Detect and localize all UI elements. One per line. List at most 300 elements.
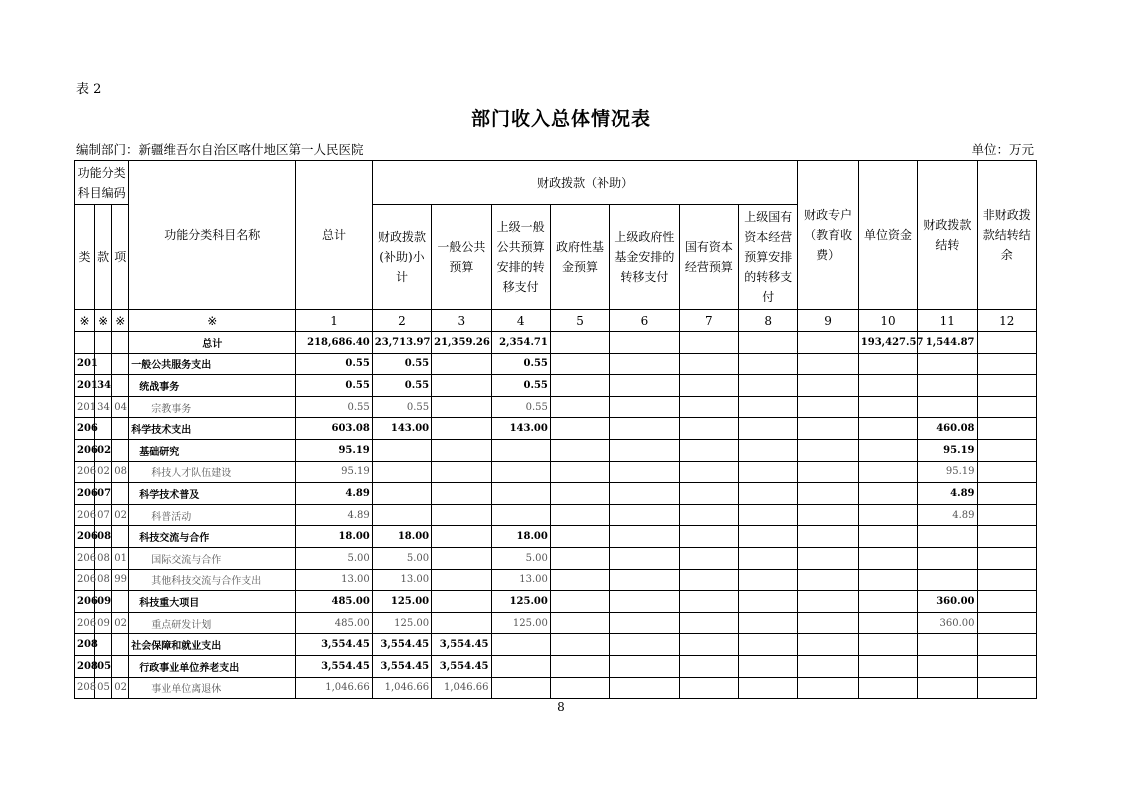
amount-cell bbox=[432, 504, 491, 526]
amount-cell bbox=[739, 332, 798, 354]
amount-cell bbox=[977, 634, 1037, 656]
amount-cell bbox=[858, 655, 917, 677]
amount-cell bbox=[550, 353, 609, 375]
subject-name-cell: 国际交流与合作 bbox=[129, 547, 296, 569]
column-index-cell: ※ bbox=[112, 310, 129, 332]
amount-cell: 143.00 bbox=[491, 418, 550, 440]
column-index-cell: 12 bbox=[977, 310, 1037, 332]
amount-cell bbox=[432, 439, 491, 461]
amount-cell: 4.89 bbox=[296, 483, 372, 505]
amount-cell bbox=[739, 634, 798, 656]
code-xiang-cell bbox=[112, 526, 129, 548]
code-kuan-cell: 08 bbox=[95, 569, 112, 591]
code-kuan-cell: 05 bbox=[95, 655, 112, 677]
amount-cell bbox=[679, 439, 738, 461]
amount-cell: 193,427.57 bbox=[858, 332, 917, 354]
amount-cell bbox=[432, 418, 491, 440]
table-row bbox=[75, 547, 1037, 569]
amount-cell bbox=[610, 375, 679, 397]
code-lei-cell: 201 bbox=[75, 353, 95, 375]
amount-cell bbox=[550, 418, 609, 440]
header-func-code: 功能分类科目编码 bbox=[75, 161, 129, 205]
header-fiscal-group: 财政拨款（补助） bbox=[372, 161, 798, 205]
amount-cell bbox=[858, 504, 917, 526]
amount-cell bbox=[610, 634, 679, 656]
amount-cell bbox=[739, 547, 798, 569]
amount-cell bbox=[798, 332, 858, 354]
amount-cell: 0.55 bbox=[296, 353, 372, 375]
amount-cell: 18.00 bbox=[296, 526, 372, 548]
amount-cell bbox=[858, 461, 917, 483]
subject-name-cell: 社会保障和就业支出 bbox=[129, 634, 296, 656]
amount-cell bbox=[977, 375, 1037, 397]
amount-cell bbox=[858, 483, 917, 505]
header-xiang: 项 bbox=[112, 205, 129, 310]
column-index-cell: 11 bbox=[918, 310, 977, 332]
amount-cell bbox=[432, 547, 491, 569]
subject-name-cell: 科技人才队伍建设 bbox=[129, 461, 296, 483]
amount-cell bbox=[977, 439, 1037, 461]
amount-cell bbox=[798, 353, 858, 375]
amount-cell: 3,554.45 bbox=[372, 634, 431, 656]
amount-cell bbox=[977, 396, 1037, 418]
amount-cell bbox=[798, 591, 858, 613]
code-kuan-cell: 34 bbox=[95, 375, 112, 397]
column-index-cell: ※ bbox=[95, 310, 112, 332]
subject-name-cell: 科学技术支出 bbox=[129, 418, 296, 440]
code-kuan-cell: 05 bbox=[95, 677, 112, 699]
amount-cell bbox=[610, 504, 679, 526]
amount-cell bbox=[798, 547, 858, 569]
code-lei-cell: 201 bbox=[75, 396, 95, 418]
table-row bbox=[75, 353, 1037, 375]
amount-cell: 13.00 bbox=[491, 569, 550, 591]
amount-cell bbox=[739, 418, 798, 440]
amount-cell bbox=[679, 547, 738, 569]
amount-cell: 125.00 bbox=[372, 612, 431, 634]
table-row bbox=[75, 526, 1037, 548]
subject-name-cell: 科技重大项目 bbox=[129, 591, 296, 613]
amount-cell bbox=[739, 461, 798, 483]
amount-cell bbox=[679, 634, 738, 656]
table-row bbox=[75, 504, 1037, 526]
amount-cell bbox=[977, 526, 1037, 548]
amount-cell bbox=[550, 547, 609, 569]
amount-cell: 18.00 bbox=[372, 526, 431, 548]
amount-cell bbox=[918, 569, 977, 591]
amount-cell bbox=[610, 591, 679, 613]
header-kuan: 款 bbox=[95, 205, 112, 310]
amount-cell bbox=[739, 677, 798, 699]
amount-cell bbox=[798, 461, 858, 483]
subject-name-cell: 宗教事务 bbox=[129, 396, 296, 418]
code-xiang-cell: 01 bbox=[112, 547, 129, 569]
amount-cell bbox=[858, 677, 917, 699]
amount-cell bbox=[798, 655, 858, 677]
amount-cell bbox=[679, 353, 738, 375]
code-kuan-cell: 08 bbox=[95, 547, 112, 569]
amount-cell bbox=[858, 375, 917, 397]
amount-cell bbox=[918, 375, 977, 397]
code-xiang-cell bbox=[112, 418, 129, 440]
column-index-cell: 5 bbox=[550, 310, 609, 332]
table-row bbox=[75, 418, 1037, 440]
code-lei-cell: 206 bbox=[75, 547, 95, 569]
column-index-cell: 7 bbox=[679, 310, 738, 332]
amount-cell bbox=[739, 612, 798, 634]
header-lei: 类 bbox=[75, 205, 95, 310]
amount-cell bbox=[550, 526, 609, 548]
amount-cell: 0.55 bbox=[372, 375, 431, 397]
amount-cell bbox=[550, 332, 609, 354]
amount-cell bbox=[918, 677, 977, 699]
header-upper-transfer: 上级一般公共预算安排的转移支付 bbox=[491, 205, 550, 310]
amount-cell bbox=[918, 526, 977, 548]
amount-cell: 460.08 bbox=[918, 418, 977, 440]
amount-cell bbox=[798, 418, 858, 440]
code-xiang-cell: 08 bbox=[112, 461, 129, 483]
amount-cell: 21,359.26 bbox=[432, 332, 491, 354]
amount-cell: 5.00 bbox=[372, 547, 431, 569]
header-general-budget: 一般公共预算 bbox=[432, 205, 491, 310]
unit-label: 单位：万元 bbox=[971, 142, 1034, 157]
table-number-label: 表 2 bbox=[76, 82, 102, 97]
amount-cell bbox=[739, 655, 798, 677]
amount-cell: 13.00 bbox=[372, 569, 431, 591]
amount-cell: 485.00 bbox=[296, 612, 372, 634]
amount-cell: 1,544.87 bbox=[918, 332, 977, 354]
income-summary-table bbox=[74, 160, 1037, 699]
amount-cell bbox=[610, 396, 679, 418]
amount-cell bbox=[858, 439, 917, 461]
amount-cell: 4.89 bbox=[296, 504, 372, 526]
amount-cell: 95.19 bbox=[296, 439, 372, 461]
code-lei-cell: 206 bbox=[75, 526, 95, 548]
amount-cell bbox=[491, 634, 550, 656]
amount-cell: 0.55 bbox=[296, 375, 372, 397]
column-index-cell: ※ bbox=[129, 310, 296, 332]
amount-cell bbox=[550, 504, 609, 526]
amount-cell bbox=[977, 569, 1037, 591]
amount-cell: 360.00 bbox=[918, 591, 977, 613]
code-xiang-cell bbox=[112, 483, 129, 505]
amount-cell bbox=[739, 483, 798, 505]
amount-cell bbox=[610, 418, 679, 440]
amount-cell bbox=[679, 396, 738, 418]
header-total: 总计 bbox=[296, 161, 372, 310]
amount-cell bbox=[679, 461, 738, 483]
amount-cell bbox=[550, 677, 609, 699]
code-xiang-cell bbox=[112, 655, 129, 677]
amount-cell: 95.19 bbox=[296, 461, 372, 483]
amount-cell: 125.00 bbox=[372, 591, 431, 613]
amount-cell bbox=[550, 483, 609, 505]
amount-cell bbox=[610, 612, 679, 634]
amount-cell bbox=[679, 591, 738, 613]
amount-cell bbox=[739, 375, 798, 397]
code-lei-cell: 208 bbox=[75, 634, 95, 656]
header-gov-fund: 政府性基金预算 bbox=[550, 205, 609, 310]
compiling-department: 编制部门：新疆维吾尔自治区喀什地区第一人民医院 bbox=[76, 142, 364, 157]
amount-cell bbox=[491, 483, 550, 505]
amount-cell: 0.55 bbox=[491, 353, 550, 375]
amount-cell bbox=[610, 439, 679, 461]
amount-cell bbox=[858, 591, 917, 613]
table-row bbox=[75, 634, 1037, 656]
amount-cell bbox=[739, 353, 798, 375]
subject-name-cell: 统战事务 bbox=[129, 375, 296, 397]
amount-cell bbox=[798, 612, 858, 634]
code-xiang-cell bbox=[112, 375, 129, 397]
subject-name-cell: 科学技术普及 bbox=[129, 483, 296, 505]
header-fiscal-subtotal: 财政拨款(补助)小计 bbox=[372, 205, 431, 310]
amount-cell bbox=[918, 396, 977, 418]
subject-name-cell: 事业单位离退休 bbox=[129, 677, 296, 699]
amount-cell: 0.55 bbox=[372, 353, 431, 375]
header-fiscal-special: 财政专户（教育收费） bbox=[798, 161, 858, 310]
code-kuan-cell: 02 bbox=[95, 439, 112, 461]
amount-cell bbox=[550, 396, 609, 418]
amount-cell: 0.55 bbox=[491, 375, 550, 397]
table-row bbox=[75, 375, 1037, 397]
code-xiang-cell: 02 bbox=[112, 677, 129, 699]
amount-cell: 23,713.97 bbox=[372, 332, 431, 354]
amount-cell bbox=[491, 504, 550, 526]
header-fiscal-carryover: 财政拨款结转 bbox=[918, 161, 977, 310]
amount-cell bbox=[610, 655, 679, 677]
amount-cell bbox=[977, 504, 1037, 526]
amount-cell bbox=[918, 353, 977, 375]
code-kuan-cell: 08 bbox=[95, 526, 112, 548]
code-xiang-cell bbox=[112, 439, 129, 461]
table-body bbox=[75, 332, 1037, 699]
code-xiang-cell: 02 bbox=[112, 612, 129, 634]
amount-cell: 3,554.45 bbox=[296, 634, 372, 656]
code-xiang-cell bbox=[112, 634, 129, 656]
code-lei-cell: 208 bbox=[75, 655, 95, 677]
amount-cell bbox=[432, 483, 491, 505]
amount-cell: 18.00 bbox=[491, 526, 550, 548]
amount-cell: 2,354.71 bbox=[491, 332, 550, 354]
amount-cell bbox=[918, 655, 977, 677]
code-lei-cell bbox=[75, 332, 95, 354]
amount-cell: 125.00 bbox=[491, 612, 550, 634]
amount-cell bbox=[372, 504, 431, 526]
amount-cell bbox=[798, 677, 858, 699]
table-row bbox=[75, 439, 1037, 461]
amount-cell bbox=[550, 569, 609, 591]
amount-cell bbox=[798, 375, 858, 397]
amount-cell bbox=[977, 591, 1037, 613]
code-kuan-cell: 09 bbox=[95, 591, 112, 613]
amount-cell: 1,046.66 bbox=[296, 677, 372, 699]
column-index-cell: 9 bbox=[798, 310, 858, 332]
amount-cell: 1,046.66 bbox=[372, 677, 431, 699]
amount-cell: 5.00 bbox=[491, 547, 550, 569]
amount-cell bbox=[798, 396, 858, 418]
header-nonfiscal-carryover: 非财政拨款结转结余 bbox=[977, 161, 1037, 310]
amount-cell bbox=[739, 569, 798, 591]
amount-cell: 0.55 bbox=[372, 396, 431, 418]
amount-cell: 360.00 bbox=[918, 612, 977, 634]
subject-name-cell: 其他科技交流与合作支出 bbox=[129, 569, 296, 591]
code-lei-cell: 206 bbox=[75, 461, 95, 483]
amount-cell: 4.89 bbox=[918, 504, 977, 526]
code-kuan-cell: 09 bbox=[95, 612, 112, 634]
amount-cell: 95.19 bbox=[918, 439, 977, 461]
amount-cell bbox=[610, 547, 679, 569]
amount-cell bbox=[739, 504, 798, 526]
header-func-name: 功能分类科目名称 bbox=[129, 161, 296, 310]
amount-cell bbox=[858, 612, 917, 634]
subject-name-cell: 一般公共服务支出 bbox=[129, 353, 296, 375]
amount-cell: 125.00 bbox=[491, 591, 550, 613]
amount-cell bbox=[858, 396, 917, 418]
amount-cell bbox=[977, 677, 1037, 699]
amount-cell bbox=[977, 483, 1037, 505]
code-lei-cell: 206 bbox=[75, 483, 95, 505]
amount-cell: 95.19 bbox=[918, 461, 977, 483]
amount-cell bbox=[977, 461, 1037, 483]
column-index-row bbox=[75, 310, 1037, 332]
subject-name-cell: 重点研发计划 bbox=[129, 612, 296, 634]
amount-cell: 1,046.66 bbox=[432, 677, 491, 699]
code-lei-cell: 206 bbox=[75, 418, 95, 440]
table-row bbox=[75, 655, 1037, 677]
column-index-cell: 8 bbox=[739, 310, 798, 332]
amount-cell bbox=[679, 504, 738, 526]
code-lei-cell: 206 bbox=[75, 439, 95, 461]
amount-cell: 143.00 bbox=[372, 418, 431, 440]
subject-name-cell: 科普活动 bbox=[129, 504, 296, 526]
code-lei-cell: 201 bbox=[75, 375, 95, 397]
column-index-cell: 3 bbox=[432, 310, 491, 332]
amount-cell bbox=[918, 547, 977, 569]
amount-cell bbox=[432, 396, 491, 418]
amount-cell bbox=[550, 634, 609, 656]
amount-cell bbox=[610, 353, 679, 375]
header-unit-funds: 单位资金 bbox=[858, 161, 917, 310]
amount-cell bbox=[858, 569, 917, 591]
amount-cell bbox=[491, 655, 550, 677]
amount-cell: 5.00 bbox=[296, 547, 372, 569]
amount-cell bbox=[550, 439, 609, 461]
amount-cell bbox=[550, 375, 609, 397]
header-upper-state-capital: 上级国有资本经营预算安排的转移支付 bbox=[739, 205, 798, 310]
header-state-capital: 国有资本经营预算 bbox=[679, 205, 738, 310]
code-xiang-cell bbox=[112, 591, 129, 613]
amount-cell bbox=[977, 612, 1037, 634]
page-number: 8 bbox=[557, 700, 565, 714]
amount-cell bbox=[858, 634, 917, 656]
code-xiang-cell bbox=[112, 332, 129, 354]
code-kuan-cell: 34 bbox=[95, 396, 112, 418]
amount-cell bbox=[679, 375, 738, 397]
amount-cell bbox=[679, 569, 738, 591]
table-row bbox=[75, 569, 1037, 591]
amount-cell bbox=[679, 483, 738, 505]
amount-cell bbox=[679, 526, 738, 548]
subject-name-cell: 基础研究 bbox=[129, 439, 296, 461]
amount-cell bbox=[610, 526, 679, 548]
amount-cell bbox=[432, 569, 491, 591]
code-kuan-cell: 07 bbox=[95, 483, 112, 505]
code-kuan-cell bbox=[95, 332, 112, 354]
column-index-cell: ※ bbox=[75, 310, 95, 332]
table-row bbox=[75, 396, 1037, 418]
amount-cell bbox=[679, 677, 738, 699]
amount-cell bbox=[372, 483, 431, 505]
column-index-cell: 10 bbox=[858, 310, 917, 332]
table-row bbox=[75, 677, 1037, 699]
code-xiang-cell: 04 bbox=[112, 396, 129, 418]
code-lei-cell: 206 bbox=[75, 569, 95, 591]
amount-cell bbox=[550, 461, 609, 483]
subject-name-cell: 科技交流与合作 bbox=[129, 526, 296, 548]
amount-cell bbox=[550, 591, 609, 613]
amount-cell bbox=[858, 353, 917, 375]
column-index-cell: 2 bbox=[372, 310, 431, 332]
amount-cell: 4.89 bbox=[918, 483, 977, 505]
amount-cell bbox=[798, 504, 858, 526]
amount-cell bbox=[610, 461, 679, 483]
amount-cell bbox=[739, 591, 798, 613]
amount-cell: 0.55 bbox=[491, 396, 550, 418]
amount-cell bbox=[679, 418, 738, 440]
amount-cell bbox=[491, 677, 550, 699]
amount-cell bbox=[610, 677, 679, 699]
amount-cell bbox=[977, 655, 1037, 677]
amount-cell: 3,554.45 bbox=[372, 655, 431, 677]
column-index-cell: 1 bbox=[296, 310, 372, 332]
amount-cell bbox=[977, 353, 1037, 375]
amount-cell: 603.08 bbox=[296, 418, 372, 440]
code-kuan-cell: 07 bbox=[95, 504, 112, 526]
code-xiang-cell: 02 bbox=[112, 504, 129, 526]
code-kuan-cell: 02 bbox=[95, 461, 112, 483]
amount-cell bbox=[610, 483, 679, 505]
amount-cell bbox=[610, 569, 679, 591]
amount-cell bbox=[491, 461, 550, 483]
amount-cell: 3,554.45 bbox=[432, 634, 491, 656]
code-lei-cell: 206 bbox=[75, 504, 95, 526]
amount-cell bbox=[432, 353, 491, 375]
header-upper-gov-fund: 上级政府性基金安排的转移支付 bbox=[610, 205, 679, 310]
code-xiang-cell: 99 bbox=[112, 569, 129, 591]
amount-cell bbox=[798, 569, 858, 591]
amount-cell bbox=[679, 612, 738, 634]
amount-cell bbox=[610, 332, 679, 354]
amount-cell bbox=[977, 332, 1037, 354]
amount-cell bbox=[798, 439, 858, 461]
table-row bbox=[75, 612, 1037, 634]
table-row bbox=[75, 461, 1037, 483]
code-lei-cell: 208 bbox=[75, 677, 95, 699]
amount-cell bbox=[432, 612, 491, 634]
column-index-cell: 4 bbox=[491, 310, 550, 332]
amount-cell: 0.55 bbox=[296, 396, 372, 418]
code-lei-cell: 206 bbox=[75, 612, 95, 634]
amount-cell bbox=[858, 418, 917, 440]
table-row bbox=[75, 591, 1037, 613]
amount-cell bbox=[739, 396, 798, 418]
subject-name-cell: 总计 bbox=[129, 332, 296, 354]
column-index-cell: 6 bbox=[610, 310, 679, 332]
amount-cell bbox=[798, 483, 858, 505]
code-lei-cell: 206 bbox=[75, 591, 95, 613]
code-xiang-cell bbox=[112, 353, 129, 375]
amount-cell bbox=[432, 461, 491, 483]
